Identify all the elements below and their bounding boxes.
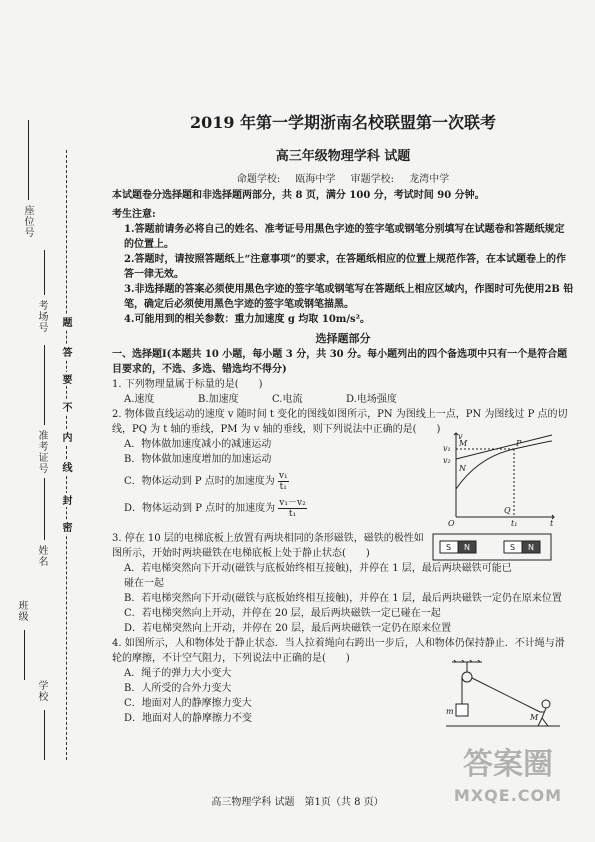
ticket-label: 准考证号 — [36, 430, 47, 474]
notice-item: 3.非选择题的答案必须使用黑色字迹的签字笔或钢笔写在答题纸上相应区域内，作图时可先使用2B 铅笔，确定后必须使用黑色字迹的签字笔或钢笔描黑。 — [124, 284, 574, 310]
q4-body — [112, 666, 574, 728]
q2-frac-c — [278, 471, 289, 492]
q3-option-c: C．若电梯突然向上开动，并停在 20 层，最后两块磁铁一定已碰在一起 — [124, 608, 441, 619]
seal-line — [66, 150, 67, 760]
q4-option: D．地面对人的静摩擦力不变 — [124, 713, 253, 724]
q4-option: B．人所受的合外力变大 — [124, 683, 232, 694]
label-M: M — [530, 713, 539, 722]
vt-graph — [442, 429, 560, 527]
magnet-label: S — [446, 543, 452, 552]
notice-item: 4.可能用到的相关参数：重力加速度 g 均取 10m/s²。 — [124, 314, 371, 325]
magnet-label: N — [528, 543, 534, 552]
magnet-label: N — [464, 543, 470, 552]
label-v1: v₁ — [443, 444, 451, 453]
seat-label: 座位号 — [22, 205, 33, 238]
q2-option-d-text: D．物体运动到 P 点时的加速度为 — [124, 503, 276, 514]
magnets-figure — [432, 531, 552, 563]
name-underline — [44, 478, 45, 540]
intro-text: 本试题卷分选择题和非选择题两部分，共 8 页，满分 100 分，考试时间 90 分钟。 — [112, 190, 485, 201]
binding-margin — [0, 0, 78, 842]
watermark-text: 答案圈 — [463, 747, 553, 782]
q3-stem: 3. 停在 10 层的电梯底板上放置有两块相同的条形磁铁，磁铁的极性如图所示，开始时两块磁铁在电梯底板上处于静止状态( ) — [112, 533, 424, 559]
q1-stem: 1. 下列物理量属于标量的是( ) — [112, 379, 263, 390]
seal-char: 不 — [60, 402, 71, 412]
school-underline — [44, 710, 45, 760]
seal-char: 题 — [60, 317, 71, 327]
seal-char: 密 — [60, 522, 71, 532]
label-n: N — [459, 464, 466, 473]
q1-option: D.电场强度 — [346, 394, 397, 405]
label-v2: v₂ — [443, 456, 451, 465]
q2-body — [112, 432, 574, 527]
proposer-label: 命题学校: — [236, 174, 281, 185]
exam-subtitle: 高三年级物理学科 试题 — [275, 149, 411, 164]
label-m: m — [446, 707, 454, 716]
q2-stem: 2. 物体做直线运动的速度 v 随时间 t 变化的图线如图所示，PN 为图线上一点，PN 为图线过 P 点的切线，PQ 为 t 轴的垂线，PM 为 v 轴的垂线，则下列说法中正确的是( ) — [112, 409, 568, 435]
q1-options — [112, 392, 574, 407]
rope-to-person — [472, 678, 540, 712]
seal-char: 答 — [60, 347, 71, 357]
tangent-line — [456, 435, 552, 459]
frac-denominator: t₁ — [279, 482, 287, 492]
seal-char: 线 — [60, 462, 71, 472]
person-body — [542, 708, 546, 718]
room-underline — [44, 250, 45, 295]
frac-denominator: t₁ — [288, 509, 297, 519]
q2-option-b: B．物体做加速度增加的加速运动 — [124, 454, 272, 465]
label-q: Q — [504, 506, 511, 515]
q1-option: B.加速度 — [198, 394, 239, 405]
pulley-figure — [442, 660, 562, 732]
block-m — [456, 704, 468, 716]
ticket-underline — [44, 345, 45, 425]
pulley-wheel — [462, 672, 472, 682]
frac-numerator: v₁ — [278, 471, 288, 481]
page-footer: 高三物理学科 试题 第1页（共 8 页） — [211, 797, 384, 808]
school-label: 学校 — [36, 680, 47, 702]
seal-char: 封 — [60, 495, 71, 505]
q3-option-d: D．若电梯突然向上开动，并停在 20 层，最后两块磁铁一定仍在原来位置 — [124, 623, 452, 634]
seal-char: 内 — [60, 432, 71, 442]
label-o: O — [448, 519, 455, 527]
q2-frac-d — [278, 498, 306, 519]
frac-numerator: v₁－v₂ — [279, 498, 306, 508]
q1-option: C.电流 — [272, 394, 303, 405]
vt-curve — [456, 441, 552, 489]
class-label: 班级 — [16, 600, 27, 622]
seal-char: 要 — [60, 374, 71, 384]
watermark-logo — [433, 744, 583, 834]
q4-stem: 4. 如图所示，人和物体处于静止状态．当人拉着绳向右跨出一步后，人和物体仍保持静止．不计绳与滑轮的摩擦，不计空气阻力，下列说法中正确的是( ) — [112, 638, 565, 664]
magnet-label: S — [510, 543, 516, 552]
reviewer-school: 龙湾中学 — [409, 174, 450, 185]
person-head — [542, 700, 550, 708]
notice-item: 1.答题前请务必将自己的姓名、准考证号用黑色字迹的签字笔或钢笔分别填写在试题卷和答题纸规定的位置上。 — [124, 224, 565, 250]
school-info — [112, 170, 574, 185]
q1-option: A.速度 — [124, 394, 155, 405]
notice-item: 2.答题时，请按照答题纸上“注意事项”的要求，在答题纸相应的位置上规范作答，在本试题卷上的作答一律无效。 — [124, 254, 566, 280]
class-underline — [24, 630, 25, 680]
watermark-url: MXQE.COM — [453, 786, 563, 805]
section-title: 选择题部分 — [315, 332, 371, 345]
q2-option-c-text: C．物体运动到 P 点时的加速度为 — [124, 476, 275, 487]
seat-underline — [28, 120, 29, 200]
q4-option: C．地面对人的静摩擦力变大 — [124, 698, 252, 709]
q2-option-a: A．物体做加速度减小的减速运动 — [124, 439, 272, 450]
notice-title: 考生注意: — [112, 209, 156, 220]
name-label: 姓名 — [36, 545, 47, 567]
exam-title: 2019 年第一学期浙南名校联盟第一次联考 — [189, 113, 497, 132]
label-t: t — [550, 519, 554, 527]
reviewer-label: 审题学校: — [350, 174, 394, 185]
q4-option: A．绳子的弹力大小变大 — [124, 668, 232, 679]
part1-title: 一、选择题Ⅰ(本题共 10 小题，每小题 3 分，共 30 分。每小题列出的四个备选项中只有一个是符合题目要求的，不选、多选、错选均不得分) — [112, 349, 568, 375]
label-m: M — [459, 439, 468, 448]
label-p: P — [516, 439, 522, 448]
proposer-school: 瓯海中学 — [295, 174, 336, 185]
exam-content — [112, 110, 574, 728]
label-t1: t₁ — [511, 519, 518, 527]
q3-option-b: B．若电梯突然向下开动(磁铁与底板始终相互接触)，并停在 1 层，最后两块磁铁一定仍在原来位置 — [124, 593, 562, 604]
room-label: 考场号 — [36, 300, 47, 333]
label-v: v — [458, 432, 463, 441]
q3-option-a: A．若电梯突然向下开动(磁铁与底板始终相互接触)，并停在 1 层，最后两块磁铁可能已碰在一起 — [124, 563, 512, 589]
